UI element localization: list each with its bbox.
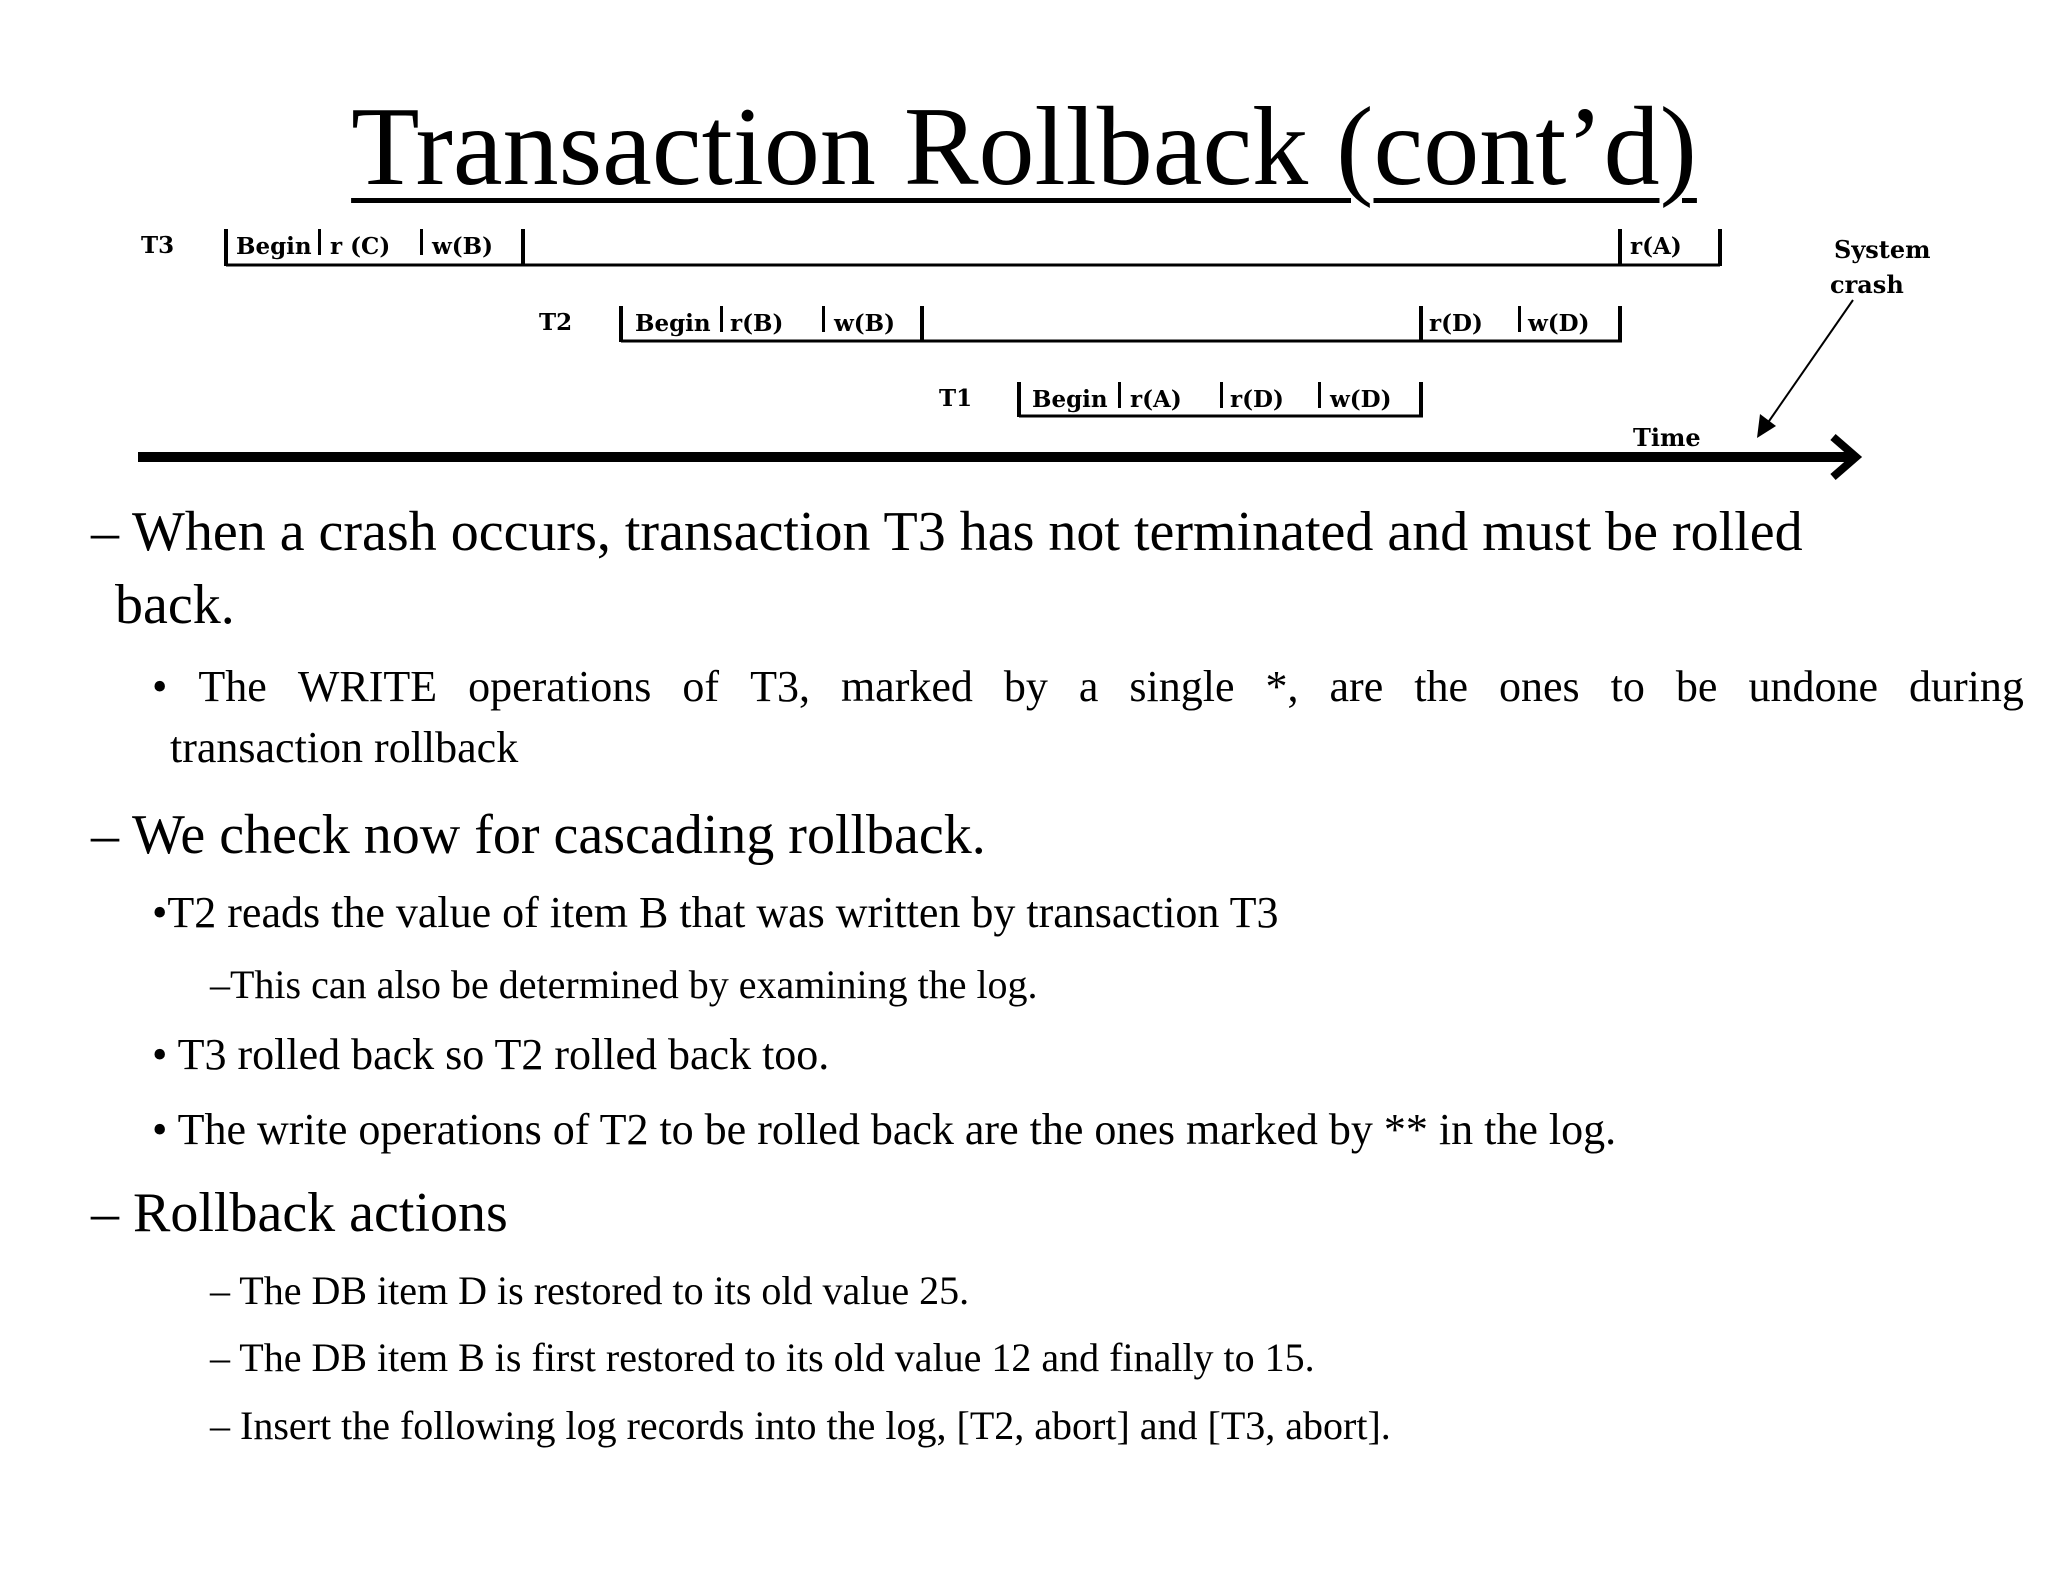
t2-row <box>539 306 1622 342</box>
justified-word: The <box>198 662 267 711</box>
t1-row <box>939 382 1423 417</box>
t2-op-begin: Begin <box>635 310 711 337</box>
justified-word: of <box>682 662 720 711</box>
bullet-2-sub-1: •T2 reads the value of item B that was written by transaction T3 <box>152 888 1279 937</box>
time-axis <box>138 423 1856 477</box>
justified-word: a <box>1078 662 1099 711</box>
t1-label: T1 <box>939 385 973 412</box>
bullet-2-sub-1-note: –This can also be determined by examining the log. <box>210 962 1038 1007</box>
t1-op-write-d: w(D) <box>1330 386 1392 413</box>
justified-word: • <box>152 662 168 711</box>
justified-word: the <box>1414 662 1469 711</box>
t1-op-read-d: r(D) <box>1230 386 1284 413</box>
t3-op-write-b: w(B) <box>432 233 494 260</box>
crash-arrow-icon <box>1757 414 1776 438</box>
justified-word: be <box>1675 662 1718 711</box>
justified-word: T3, <box>750 662 810 711</box>
t3-op-begin: Begin <box>236 233 312 260</box>
bullet-1-sub-1-line-1 <box>152 657 2024 717</box>
t3-label: T3 <box>141 232 175 259</box>
system-crash-annotation <box>1757 235 1931 438</box>
bullet-2-sub-3: • The write operations of T2 to be rolled back are the ones marked by ** in the log. <box>152 1105 1617 1154</box>
justified-word: by <box>1003 662 1048 711</box>
justified-word: undone <box>1748 662 1878 711</box>
bullet-3-sub-3: – Insert the following log records into the log, [T2, abort] and [T3, abort]. <box>210 1403 1391 1448</box>
t3-op-read-a: r(A) <box>1630 233 1682 260</box>
t2-label: T2 <box>539 309 573 336</box>
bullet-1-line-2: back. <box>115 574 235 636</box>
justified-word: ones <box>1499 662 1580 711</box>
bullet-3-sub-2: – The DB item B is first restored to its old value 12 and finally to 15. <box>210 1335 1315 1380</box>
bullet-3: – Rollback actions <box>91 1182 508 1244</box>
system-crash-label-line1: System <box>1834 235 1931 264</box>
justified-word: operations <box>468 662 652 711</box>
t3-row <box>141 229 1722 266</box>
system-crash-label-line2: crash <box>1830 270 1904 299</box>
t2-op-write-b: w(B) <box>834 310 896 337</box>
t2-op-read-d: r(D) <box>1429 310 1483 337</box>
justified-word: during <box>1908 662 2024 711</box>
t2-op-write-d: w(D) <box>1528 310 1590 337</box>
t1-op-read-a: r(A) <box>1130 386 1182 413</box>
justified-word: marked <box>840 662 973 711</box>
slide-title-text: Transaction Rollback (cont’d) <box>351 85 1697 209</box>
transaction-timeline-diagram <box>0 0 2048 500</box>
bullet-2-sub-2: • T3 rolled back so T2 rolled back too. <box>152 1030 830 1079</box>
justified-word: are <box>1329 662 1384 711</box>
bullet-1-sub-1-line-2: transaction rollback <box>170 723 519 772</box>
t3-op-read-c: r (C) <box>330 233 391 260</box>
justified-word: to <box>1610 662 1645 711</box>
justified-word: WRITE <box>297 662 438 711</box>
bullet-1-line-1: – When a crash occurs, transaction T3 has not terminated and must be rolled <box>91 501 1803 563</box>
bullet-2: – We check now for cascading rollback. <box>91 804 986 866</box>
time-label: Time <box>1633 423 1701 452</box>
t1-op-begin: Begin <box>1032 386 1108 413</box>
justified-word: *, <box>1265 662 1299 711</box>
justified-word: single <box>1129 662 1235 711</box>
t2-op-read-b: r(B) <box>730 310 784 337</box>
bullet-3-sub-1: – The DB item D is restored to its old value 25. <box>210 1268 970 1313</box>
